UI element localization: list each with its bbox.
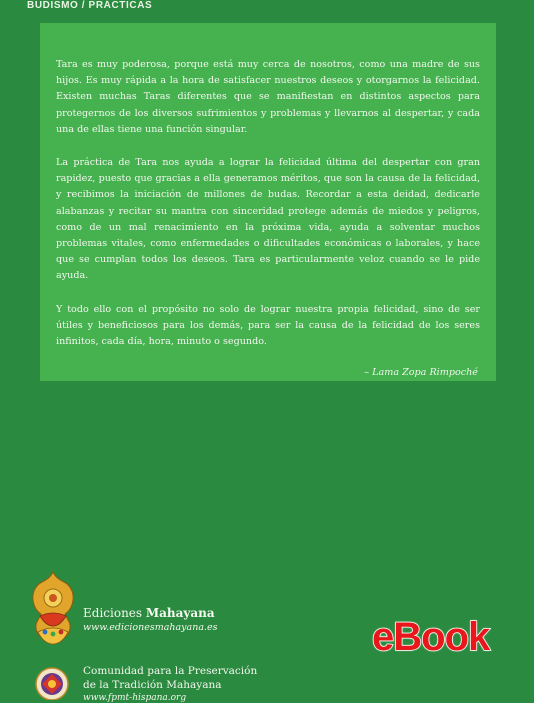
publisher-name-prefix: Ediciones [83, 606, 146, 620]
publisher-block [30, 570, 330, 650]
quote-paragraph-1: Tara es muy poderosa, porque está muy cerca de nosotros, como una madre de sus hijos. Es muy rápida a la hora de satisfacer nuestros deseos y otorgarnos la felicidad. Existen muchas Taras diferentes que se manifiestan en distintos aspectos para protegernos de los diversos sufrimientos y problemas y llevarnos al despertar, y cada una de ellas tiene una función singular. [56, 59, 480, 135]
organization-block [30, 662, 330, 703]
organization-line-1: Comunidad para la Preservación [83, 665, 258, 677]
organization-line-2: de la Tradición Mahayana [83, 679, 222, 691]
category-label: BUDISMO / PRÁCTICAS [27, 0, 153, 11]
fpmt-mandala-icon [30, 662, 74, 700]
publisher-name-bold: Mahayana [145, 606, 215, 620]
quote-paragraph-3: Y todo ello con el propósito no solo de lograr nuestra propia felicidad, sino de ser útiles y beneficiosos para los demás, para ser la causa de la felicidad de los seres infinitos, cada día, hora, minuto o segundo. [56, 303, 480, 348]
golden-jewel-emblem-icon [30, 570, 76, 648]
publisher-name [83, 606, 215, 620]
quote-paragraph-2: La práctica de Tara nos ayuda a lograr la felicidad última del despertar con gran rapidez, puesto que gracias a ella generamos méritos, que son la causa de la felicidad, y recibimos la iniciación de millones de budas. Recordar a esta deidad, dedicarle alabanzas y recitar su mantra con sinceridad protege además de miedos y peligros, como de un mal renacimiento en la próxima vida, ayuda a solventar muchos problemas vitales, como enfermedades o dificultades económicas o laborales, y hace que se cumplan todos los deseos. Tara es particularmente veloz cuando se le pide ayuda. [56, 157, 480, 282]
quote-panel [40, 23, 496, 381]
organization-url[interactable]: www.fpmt-hispana.org [83, 693, 187, 703]
ebook-badge: eBook [372, 615, 490, 659]
quote-attribution: – Lama Zopa Rimpoché [364, 367, 478, 379]
publisher-url[interactable]: www.edicionesmahayana.es [83, 622, 218, 633]
